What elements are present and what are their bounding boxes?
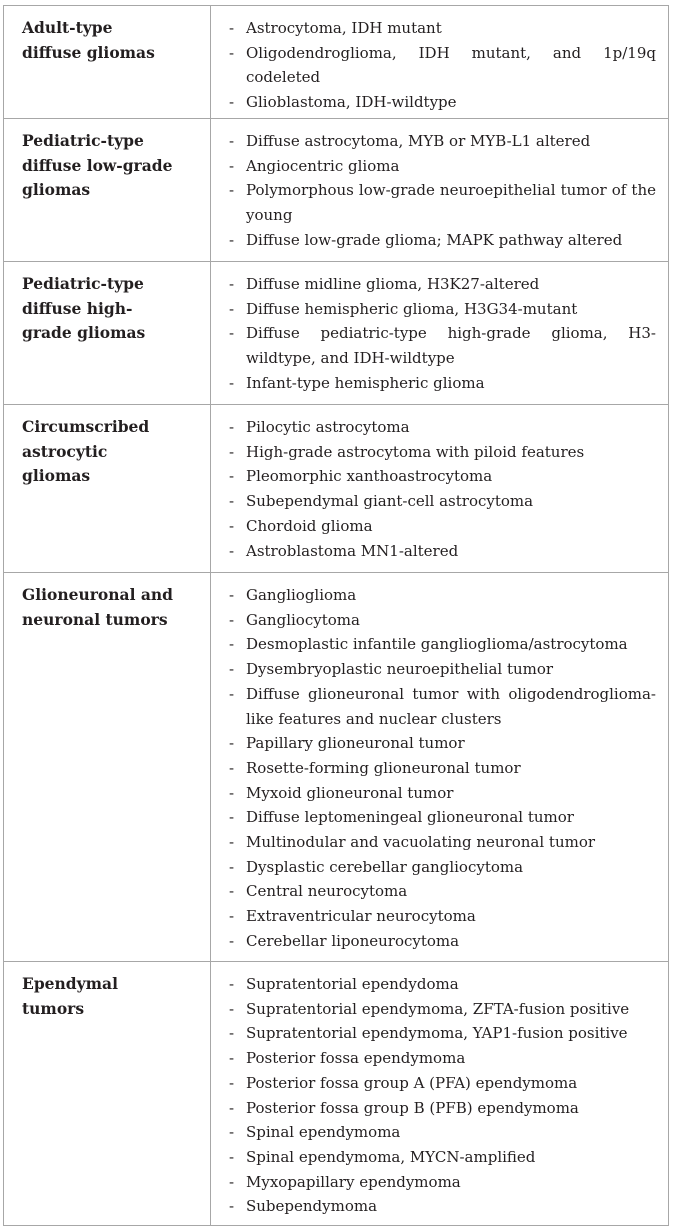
subtype-list [229, 415, 656, 563]
list-item: - Supratentorial ependymoma, YAP1-fusion positive [229, 1021, 656, 1046]
list-item: - Polymorphous low-grade neuroepithelial tumor of the young [229, 178, 656, 227]
subtype-list [229, 972, 656, 1219]
list-item: - Oligodendroglioma, IDH mutant, and 1p/19q codeleted [229, 41, 656, 90]
subtype-list [229, 583, 656, 954]
list-item: - Dysembryoplastic neuroepithelial tumor [229, 657, 656, 682]
list-item: - Diffuse pediatric-type high-grade glioma, H3-wildtype, and IDH-wildtype [229, 321, 656, 370]
list-item: - Ganglioglioma [229, 583, 656, 608]
list-item: - Posterior fossa group B (PFB) ependymoma [229, 1096, 656, 1121]
subtype-list [229, 129, 656, 253]
list-item: - Myxoid glioneuronal tumor [229, 781, 656, 806]
subtype-list-cell [211, 6, 669, 119]
category-cell [4, 262, 211, 405]
list-item: - Cerebellar liponeurocytoma [229, 929, 656, 954]
list-item: - High-grade astrocytoma with piloid features [229, 440, 656, 465]
category-label: Ependymal tumors [22, 974, 118, 1018]
list-item: - Gangliocytoma [229, 608, 656, 633]
list-item: - Pilocytic astrocytoma [229, 415, 656, 440]
list-item: - Chordoid glioma [229, 514, 656, 539]
list-item: - Papillary glioneuronal tumor [229, 731, 656, 756]
table-row [4, 262, 669, 405]
category-label: Adult-type diffuse gliomas [22, 18, 155, 62]
subtype-list [229, 272, 656, 396]
table-row [4, 962, 669, 1226]
category-cell [4, 405, 211, 573]
category-cell [4, 119, 211, 262]
subtype-list-cell [211, 962, 669, 1226]
list-item: - Diffuse glioneuronal tumor with oligodendroglioma-like features and nuclear clusters [229, 682, 656, 731]
list-item: - Pleomorphic xanthoastrocytoma [229, 464, 656, 489]
subtype-list-cell [211, 405, 669, 573]
list-item: - Glioblastoma, IDH-wildtype [229, 90, 656, 115]
list-item: - Supratentorial ependymoma, ZFTA-fusion positive [229, 997, 656, 1022]
table-row [4, 6, 669, 119]
list-item: - Posterior fossa ependymoma [229, 1046, 656, 1071]
list-item: - Rosette-forming glioneuronal tumor [229, 756, 656, 781]
category-label: Pediatric-type diffuse high-grade gliomas [22, 274, 146, 343]
category-cell [4, 6, 211, 119]
list-item: - Diffuse leptomeningeal glioneuronal tumor [229, 805, 656, 830]
category-label: Circumscribed astrocytic gliomas [22, 417, 150, 486]
list-item: - Subependymal giant-cell astrocytoma [229, 489, 656, 514]
list-item: - Subependymoma [229, 1194, 656, 1219]
glioma-classification-table [3, 5, 669, 1226]
list-item: - Central neurocytoma [229, 879, 656, 904]
subtype-list-cell [211, 262, 669, 405]
subtype-list [229, 16, 656, 115]
list-item: - Spinal ependymoma [229, 1120, 656, 1145]
category-label: Pediatric-type diffuse low-grade gliomas [22, 131, 173, 200]
category-cell [4, 573, 211, 962]
category-label: Glioneuronal and neuronal tumors [22, 585, 174, 629]
list-item: - Angiocentric glioma [229, 154, 656, 179]
list-item: - Astrocytoma, IDH mutant [229, 16, 656, 41]
list-item: - Diffuse astrocytoma, MYB or MYB-L1 altered [229, 129, 656, 154]
table-row [4, 119, 669, 262]
list-item: - Dysplastic cerebellar gangliocytoma [229, 855, 656, 880]
list-item: - Diffuse low-grade glioma; MAPK pathway altered [229, 228, 656, 253]
category-cell [4, 962, 211, 1226]
list-item: - Supratentorial ependydoma [229, 972, 656, 997]
list-item: - Diffuse midline glioma, H3K27-altered [229, 272, 656, 297]
subtype-list-cell [211, 573, 669, 962]
list-item: - Posterior fossa group A (PFA) ependymoma [229, 1071, 656, 1096]
subtype-list-cell [211, 119, 669, 262]
table-row [4, 405, 669, 573]
list-item: - Extraventricular neurocytoma [229, 904, 656, 929]
list-item: - Myxopapillary ependymoma [229, 1170, 656, 1195]
list-item: - Desmoplastic infantile ganglioglioma/astrocytoma [229, 632, 656, 657]
list-item: - Infant-type hemispheric glioma [229, 371, 656, 396]
list-item: - Spinal ependymoma, MYCN-amplified [229, 1145, 656, 1170]
table-row [4, 573, 669, 962]
list-item: - Diffuse hemispheric glioma, H3G34-mutant [229, 297, 656, 322]
list-item: - Multinodular and vacuolating neuronal tumor [229, 830, 656, 855]
list-item: - Astroblastoma MN1-altered [229, 539, 656, 564]
